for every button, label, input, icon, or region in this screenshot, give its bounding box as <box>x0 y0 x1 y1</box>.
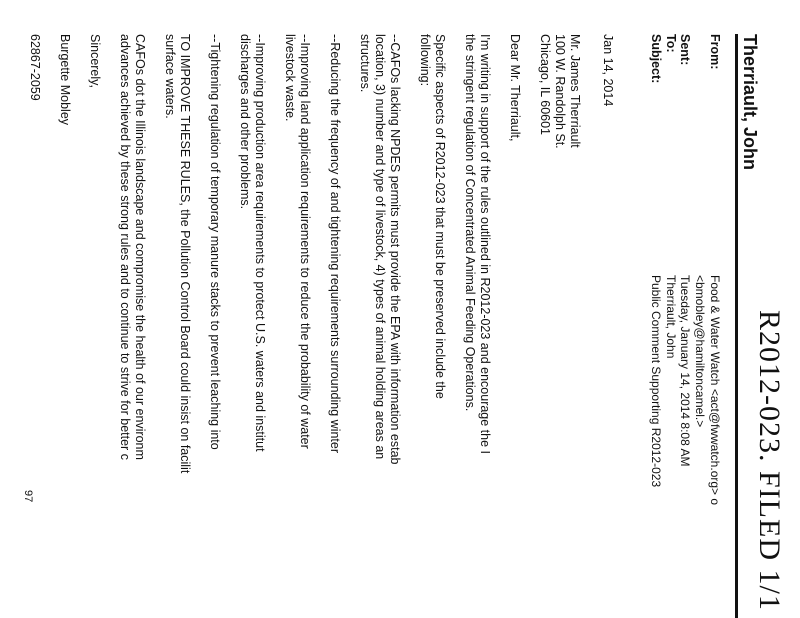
improve-line-1: TO IMPROVE THESE RULES, the Pollution Control Board could insist on facilit <box>178 34 192 474</box>
specific-line-2: following: <box>418 34 432 87</box>
sender-name: Therriault, John <box>740 34 760 171</box>
signer-name: Burgette Mobley <box>58 34 72 126</box>
from-value-line-1: Food & Water Watch <act@fwwatch.org> o <box>708 275 722 506</box>
address-line-3: Chicago, IL 60601 <box>538 34 552 136</box>
from-value-line-2: <bmobley@hamiltoncamel.> <box>693 275 707 428</box>
improve-line-2: surface waters. <box>163 34 177 119</box>
signer-zip: 62867-2059 <box>28 34 42 101</box>
address-line-1: Mr. James Therriault <box>568 34 582 148</box>
specific-line-1: Specific aspects of R2012-023 that must be preserved include the <box>433 34 447 399</box>
filing-stamp: R2012-023. FILED 1/1 <box>753 310 786 611</box>
bullet-1-line-1: --CAFOs lacking NPDES permits must provide the EPA with information estab <box>388 34 402 465</box>
subject-value: Public Comment Supporting R2012-023 <box>649 275 663 488</box>
bullet-5-line-1: --Tightening regulation of temporary manure stacks to prevent leaching into <box>208 34 222 450</box>
bullet-2-line-1: --Reducing the frequency of and tightening requirements surrounding winter <box>328 34 342 453</box>
signoff: Sincerely, <box>88 34 102 88</box>
intro-line-1: I'm writing in support of the rules outlined in R2012-023 and encourage the I <box>478 34 492 455</box>
bullet-1-line-3: structures. <box>358 34 372 93</box>
header-rule <box>735 34 738 618</box>
from-label: From: <box>708 34 722 70</box>
letter-date: Jan 14, 2014 <box>601 34 615 107</box>
salutation: Dear Mr. Therriault, <box>508 34 522 142</box>
intro-line-2: the stringent regulation of Concentrated Animal Feeding Operations. <box>463 34 477 412</box>
bullet-1-line-2: location, 3) number and type of livestock, 4) types of animal holding areas an <box>373 34 387 460</box>
bullet-4-line-1: --Improving production area requirements to protect U.S. waters and institut <box>253 34 267 452</box>
sent-value: Tuesday, January 14, 2014 8:08 AM <box>678 275 692 467</box>
page-number: 97 <box>22 490 34 503</box>
bullet-3-line-1: --Improving land application requirements to reduce the probability of water <box>298 34 312 449</box>
bullet-3-line-2: livestock waste. <box>283 34 297 122</box>
address-line-2: 100 W. Randolph St. <box>553 34 567 149</box>
to-label: To: <box>664 34 678 53</box>
subject-label: Subject: <box>649 34 663 84</box>
closing-line-1: CAFOs dot the Illinois landscape and compromise the health of our environm <box>133 34 147 460</box>
sent-label: Sent: <box>678 34 692 66</box>
closing-line-2: advances achieved by these strong rules and to continue to strive for better c <box>118 34 132 460</box>
to-value: Therriault, John <box>664 275 678 359</box>
bullet-4-line-2: discharges and other problems. <box>238 34 252 210</box>
